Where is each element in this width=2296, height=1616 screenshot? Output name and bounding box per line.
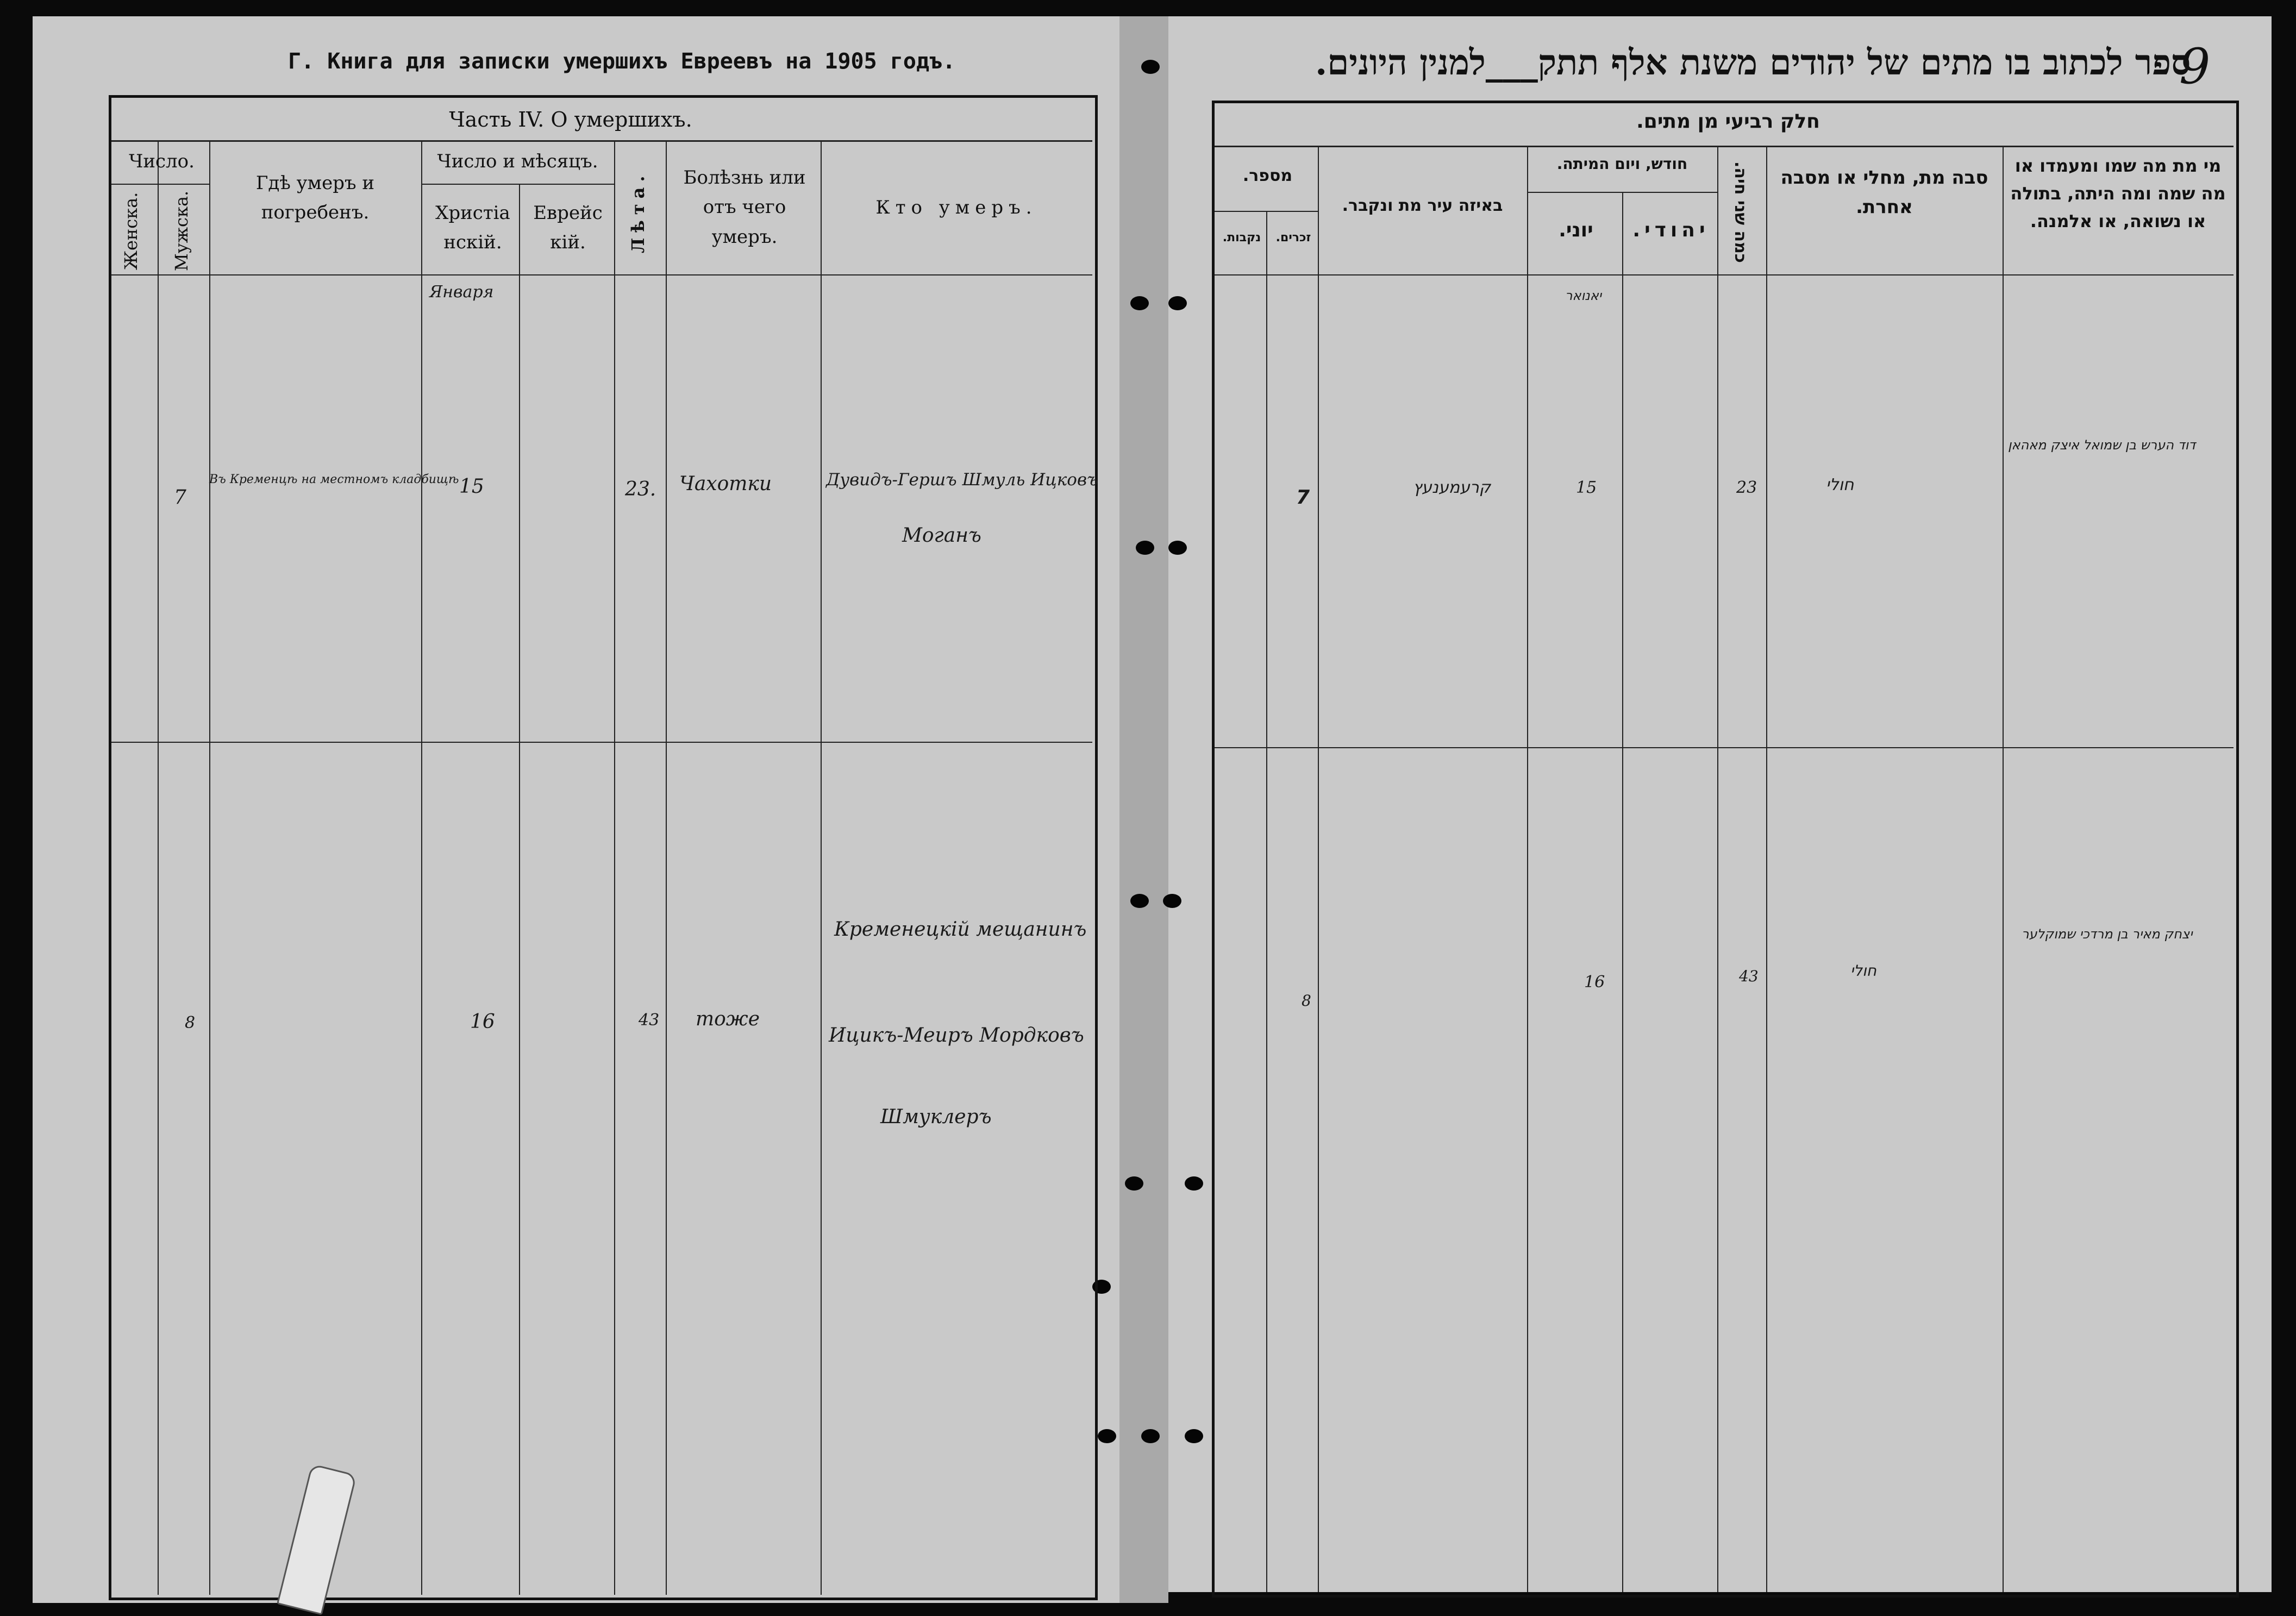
- entry1-christian-day: 15: [459, 475, 484, 498]
- rentry2-name: יצחק מאיר בן מרדכי שמוקלער: [2022, 926, 2193, 942]
- entry1-name-line1: Дувидъ-Гершъ Шмуль Ицковъ: [826, 470, 1098, 490]
- left-register-table: [109, 95, 1098, 1600]
- col-date-group: Число и мѣсяцъ.: [437, 151, 598, 172]
- right-register-table: [1212, 101, 2239, 1598]
- entry2-name-line2: Ицикъ-Меиръ Мордковъ: [829, 1024, 1084, 1047]
- rentry2-age: 43: [1739, 967, 1759, 985]
- rcol-females: נקבות.: [1222, 231, 1261, 245]
- page-number: 9: [2179, 38, 2211, 95]
- rentry1-male-no: 7: [1296, 486, 1310, 509]
- rentry1-cause: חולי: [1826, 475, 1854, 494]
- entry2-christian-day: 16: [470, 1011, 495, 1033]
- rcol-jewish: יהודי.: [1632, 219, 1710, 241]
- rcol-place: באיזה עיר מת ונקבר.: [1342, 196, 1503, 215]
- right-part-title: חלק רביעי מן מתים.: [1636, 110, 1820, 133]
- right-page-header: ספר לכתוב בו מתים של יהודים משנת אלף תתק___למנין היונים.: [1315, 42, 2191, 83]
- rcol-date-group: חודש, ויום המיתה.: [1556, 155, 1688, 173]
- col-male: Мужска.: [171, 190, 192, 272]
- col-jewish: Еврейскій.: [533, 202, 603, 254]
- entry1-month: Января: [429, 283, 494, 302]
- entry2-disease: тоже: [696, 1008, 760, 1030]
- entry1-disease: Чахотки: [679, 473, 772, 495]
- entry1-name-line2: Моганъ: [902, 524, 981, 547]
- col-female: Женска.: [121, 192, 141, 270]
- col-disease: Болѣзнь или отъ чего умеръ.: [683, 167, 806, 248]
- left-page-header: Г. Книга для записки умершихъ Евреевъ на 1905 годъ.: [288, 49, 956, 74]
- entry1-male-no: 7: [174, 486, 186, 509]
- entry2-male-no: 8: [185, 1013, 196, 1032]
- entry2-age: 43: [639, 1011, 660, 1030]
- rcol-age: כמה שני חיה.: [1731, 161, 1750, 263]
- rentry1-place: קרעמענעץ: [1413, 478, 1491, 497]
- rentry1-day: 15: [1576, 478, 1597, 497]
- rcol-who: מי מת מה שמו ומעמדו או מה שמה ומה היתה, בתולה או נשואה, או אלמנה.: [2010, 155, 2226, 232]
- book-gutter: [1119, 16, 1168, 1603]
- rcol-number: מספר.: [1242, 166, 1293, 185]
- col-number: Число.: [129, 151, 195, 172]
- rentry1-month: יאנואר: [1565, 288, 1602, 303]
- col-age: Лѣта.: [628, 170, 648, 254]
- entry2-name-line1: Кременецкій мещанинъ: [834, 918, 1087, 941]
- left-part-title: Часть IV. О умершихъ.: [449, 108, 692, 131]
- entry1-place: Въ Кременцѣ на местномъ кладбищѣ: [209, 473, 459, 486]
- rentry2-cause: חולי: [1850, 962, 1877, 980]
- rentry2-day: 16: [1584, 973, 1605, 992]
- col-place: Гдѣ умеръ и погребенъ.: [255, 172, 375, 224]
- rentry1-name: דוד הערש בן שמואל איצק מאהאן: [2008, 437, 2196, 453]
- rentry1-age: 23: [1736, 478, 1757, 497]
- rcol-males: זכרים.: [1275, 231, 1311, 245]
- entry2-name-line3: Шмуклеръ: [880, 1106, 992, 1128]
- rcol-cause: סבה מת, מחלי או מסבה אחרת.: [1780, 167, 1988, 218]
- rcol-yoni: יוני.: [1559, 219, 1593, 241]
- entry1-age: 23.: [625, 478, 656, 500]
- rentry2-male-no: 8: [1302, 992, 1311, 1010]
- col-who: Кто умеръ.: [875, 197, 1037, 218]
- col-christian: Христіанскій.: [435, 202, 510, 254]
